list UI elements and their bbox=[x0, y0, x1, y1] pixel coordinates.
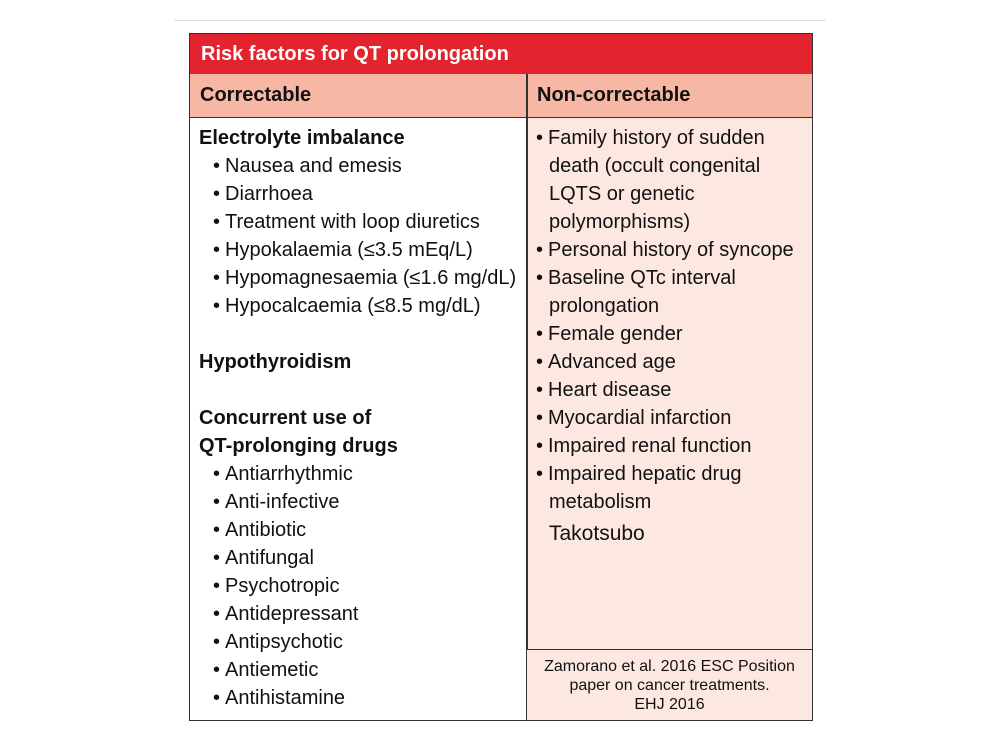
takotsubo-note: Takotsubo bbox=[549, 522, 645, 545]
list-item bbox=[536, 264, 806, 320]
list-item-label: Antidepressant bbox=[225, 603, 359, 625]
bullet-icon: • bbox=[213, 659, 221, 681]
list-item bbox=[536, 376, 806, 404]
non-correctable-column bbox=[536, 124, 806, 548]
bullet-icon: • bbox=[536, 239, 544, 261]
drugs-list bbox=[199, 460, 521, 712]
list-item bbox=[199, 292, 521, 320]
list-item-continuation: LQTS or genetic bbox=[549, 183, 695, 205]
bullet-icon: • bbox=[536, 407, 544, 429]
list-item-label: Advanced age bbox=[548, 351, 676, 373]
list-item bbox=[536, 124, 806, 236]
list-item-label: Hypokalaemia (≤3.5 mEq/L) bbox=[225, 239, 473, 261]
bullet-icon: • bbox=[213, 547, 221, 569]
list-item-label: Personal history of syncope bbox=[548, 239, 794, 261]
bullet-icon: • bbox=[536, 323, 544, 345]
list-item-label: Hypomagnesaemia (≤1.6 mg/dL) bbox=[225, 267, 517, 289]
list-item-label: Antipsychotic bbox=[225, 631, 343, 653]
bullet-icon: • bbox=[213, 463, 221, 485]
list-item-line bbox=[536, 432, 806, 460]
drugs-heading-line2: QT-prolonging drugs bbox=[199, 435, 398, 457]
list-item-line bbox=[536, 404, 806, 432]
list-item-label: Treatment with loop diuretics bbox=[225, 211, 480, 233]
list-item bbox=[199, 208, 521, 236]
citation-line: EHJ 2016 bbox=[634, 696, 705, 713]
table-header-row bbox=[190, 74, 812, 118]
list-item-label: Baseline QTc interval bbox=[548, 267, 736, 289]
citation-line: Zamorano et al. 2016 ESC Position bbox=[544, 658, 795, 675]
list-item-label: Hypocalcaemia (≤8.5 mg/dL) bbox=[225, 295, 481, 317]
list-item-line bbox=[536, 124, 806, 152]
list-item bbox=[199, 460, 521, 488]
list-item-label: Psychotropic bbox=[225, 575, 340, 597]
drugs-heading-line1: Concurrent use of bbox=[199, 407, 372, 429]
list-item-label: Myocardial infarction bbox=[548, 407, 732, 429]
list-item bbox=[536, 404, 806, 432]
bullet-icon: • bbox=[213, 211, 221, 233]
list-item-line bbox=[536, 376, 806, 404]
list-item-label: Family history of sudden bbox=[548, 127, 765, 149]
bullet-icon: • bbox=[536, 127, 544, 149]
list-item bbox=[199, 628, 521, 656]
bullet-icon: • bbox=[536, 351, 544, 373]
list-item bbox=[536, 236, 806, 264]
list-item-continuation: polymorphisms) bbox=[549, 211, 691, 233]
bullet-icon: • bbox=[213, 519, 221, 541]
list-item bbox=[536, 432, 806, 460]
list-item-label: Nausea and emesis bbox=[225, 155, 402, 177]
electrolyte-list bbox=[199, 152, 521, 320]
list-item bbox=[199, 656, 521, 684]
list-item bbox=[199, 684, 521, 712]
list-item-continuation: prolongation bbox=[549, 295, 660, 317]
list-item-line bbox=[536, 236, 806, 264]
bullet-icon: • bbox=[213, 267, 221, 289]
list-item bbox=[536, 460, 806, 516]
list-item-label: Antiarrhythmic bbox=[225, 463, 353, 485]
list-item-line bbox=[536, 348, 806, 376]
list-item bbox=[536, 320, 806, 348]
list-item bbox=[199, 600, 521, 628]
header-correctable: Correctable bbox=[200, 84, 312, 106]
bullet-icon: • bbox=[213, 491, 221, 513]
list-item-label: Impaired hepatic drug bbox=[548, 463, 742, 485]
list-item-line bbox=[536, 320, 806, 348]
electrolyte-heading: Electrolyte imbalance bbox=[199, 127, 405, 149]
list-item-line bbox=[536, 264, 806, 292]
bullet-icon: • bbox=[213, 603, 221, 625]
bullet-icon: • bbox=[536, 463, 544, 485]
bullet-icon: • bbox=[213, 183, 221, 205]
list-item bbox=[199, 180, 521, 208]
list-item-continuation: metabolism bbox=[549, 491, 652, 513]
list-item-label: Heart disease bbox=[548, 379, 672, 401]
list-item-label: Diarrhoea bbox=[225, 183, 313, 205]
bullet-icon: • bbox=[213, 295, 221, 317]
top-divider bbox=[174, 20, 826, 21]
bullet-icon: • bbox=[536, 267, 544, 289]
citation bbox=[527, 649, 812, 720]
list-item bbox=[199, 544, 521, 572]
list-item-label: Antihistamine bbox=[225, 687, 346, 709]
hypothyroidism-heading: Hypothyroidism bbox=[199, 351, 352, 373]
bullet-icon: • bbox=[213, 239, 221, 261]
list-item bbox=[199, 236, 521, 264]
column-divider bbox=[526, 74, 528, 721]
list-item-label: Anti-infective bbox=[225, 491, 340, 513]
bullet-icon: • bbox=[213, 155, 221, 177]
bullet-icon: • bbox=[213, 575, 221, 597]
bullet-icon: • bbox=[213, 631, 221, 653]
header-non-correctable: Non-correctable bbox=[537, 84, 691, 106]
list-item bbox=[199, 516, 521, 544]
list-item bbox=[536, 348, 806, 376]
list-item-line bbox=[536, 460, 806, 488]
bullet-icon: • bbox=[213, 687, 221, 709]
list-item bbox=[199, 572, 521, 600]
list-item-label: Antifungal bbox=[225, 547, 314, 569]
bullet-icon: • bbox=[536, 379, 544, 401]
non-correctable-list bbox=[536, 124, 806, 516]
list-item-label: Female gender bbox=[548, 323, 683, 345]
list-item-label: Antibiotic bbox=[225, 519, 307, 541]
bullet-icon: • bbox=[536, 435, 544, 457]
list-item-label: Antiemetic bbox=[225, 659, 319, 681]
list-item bbox=[199, 152, 521, 180]
list-item bbox=[199, 488, 521, 516]
list-item-label: Impaired renal function bbox=[548, 435, 752, 457]
list-item bbox=[199, 264, 521, 292]
citation-line: paper on cancer treatments. bbox=[569, 677, 770, 694]
table-title: Risk factors for QT prolongation bbox=[190, 34, 812, 74]
list-item-continuation: death (occult congenital bbox=[549, 155, 761, 177]
correctable-column bbox=[199, 124, 521, 712]
